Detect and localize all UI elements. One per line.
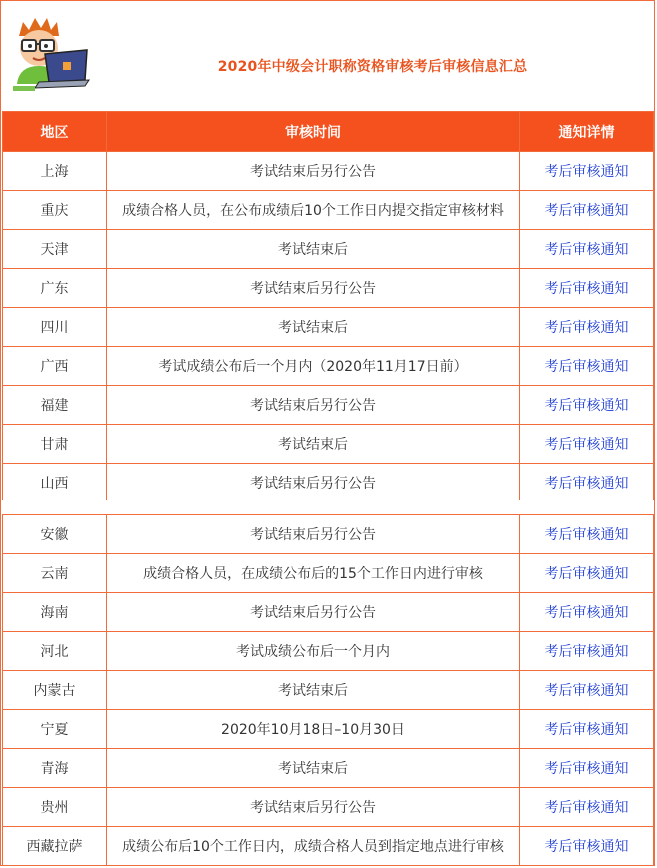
notice-link[interactable]: 考后审核通知: [520, 554, 654, 593]
region-cell: 福建: [3, 386, 107, 425]
notice-link[interactable]: 考后审核通知: [520, 191, 654, 230]
region-cell: 甘肃: [3, 425, 107, 464]
region-cell: 上海: [3, 152, 107, 191]
region-cell: 安徽: [3, 515, 107, 554]
notice-link[interactable]: 考后审核通知: [520, 710, 654, 749]
region-cell: 宁夏: [3, 710, 107, 749]
notice-link[interactable]: 考后审核通知: [520, 593, 654, 632]
review-time-cell: 2020年10月18日–10月30日: [107, 710, 520, 749]
review-time-cell: 考试结束后另行公告: [107, 386, 520, 425]
notice-link[interactable]: 考后审核通知: [520, 386, 654, 425]
review-time-cell: 考试结束后另行公告: [107, 464, 520, 503]
review-time-cell: 考试结束后: [107, 425, 520, 464]
region-cell: 重庆: [3, 191, 107, 230]
review-time-cell: 成绩公布后10个工作日内，成绩合格人员到指定地点进行审核: [107, 827, 520, 866]
notice-link[interactable]: 考后审核通知: [520, 269, 654, 308]
region-cell: 青海: [3, 749, 107, 788]
review-time-cell: 考试成绩公布后一个月内（2020年11月17日前）: [107, 347, 520, 386]
notice-link[interactable]: 考后审核通知: [520, 788, 654, 827]
page-title: 2020年中级会计职称资格审核考后审核信息汇总: [217, 59, 528, 75]
notice-link[interactable]: 考后审核通知: [520, 515, 654, 554]
region-cell: 广西: [3, 347, 107, 386]
region-cell: 海南: [3, 593, 107, 632]
region-cell: 天津: [3, 230, 107, 269]
notice-link[interactable]: 考后审核通知: [520, 827, 654, 866]
header-region: 地区: [3, 112, 107, 152]
notice-link[interactable]: 考后审核通知: [520, 671, 654, 710]
notice-link[interactable]: 考后审核通知: [520, 308, 654, 347]
region-cell: 河北: [3, 632, 107, 671]
notice-link[interactable]: 考后审核通知: [520, 347, 654, 386]
review-time-cell: 考试结束后另行公告: [107, 788, 520, 827]
region-cell: 内蒙古: [3, 671, 107, 710]
review-time-cell: 成绩合格人员，在成绩公布后的15个工作日内进行审核: [107, 554, 520, 593]
region-cell: 云南: [3, 554, 107, 593]
review-time-cell: 考试结束后: [107, 230, 520, 269]
review-time-cell: 成绩合格人员，在公布成绩后10个工作日内提交指定审核材料: [107, 191, 520, 230]
notice-link[interactable]: 考后审核通知: [520, 632, 654, 671]
notice-link[interactable]: 考后审核通知: [520, 152, 654, 191]
notice-link[interactable]: 考后审核通知: [520, 464, 654, 503]
review-time-cell: 考试结束后另行公告: [107, 515, 520, 554]
header-review-time: 审核时间: [107, 112, 520, 152]
region-cell: 山西: [3, 464, 107, 503]
region-cell: 贵州: [3, 788, 107, 827]
region-cell: 四川: [3, 308, 107, 347]
review-time-cell: 考试结束后: [107, 671, 520, 710]
review-time-cell: 考试结束后: [107, 749, 520, 788]
review-time-cell: 考试结束后: [107, 308, 520, 347]
review-time-cell: 考试结束后另行公告: [107, 152, 520, 191]
review-time-cell: 考试结束后另行公告: [107, 269, 520, 308]
notice-link[interactable]: 考后审核通知: [520, 749, 654, 788]
notice-link[interactable]: 考后审核通知: [520, 230, 654, 269]
region-cell: 广东: [3, 269, 107, 308]
review-time-cell: 考试结束后另行公告: [107, 593, 520, 632]
review-time-cell: 考试成绩公布后一个月内: [107, 632, 520, 671]
header-notice-detail: 通知详情: [520, 112, 654, 152]
region-cell: 西藏拉萨: [3, 827, 107, 866]
notice-link[interactable]: 考后审核通知: [520, 425, 654, 464]
